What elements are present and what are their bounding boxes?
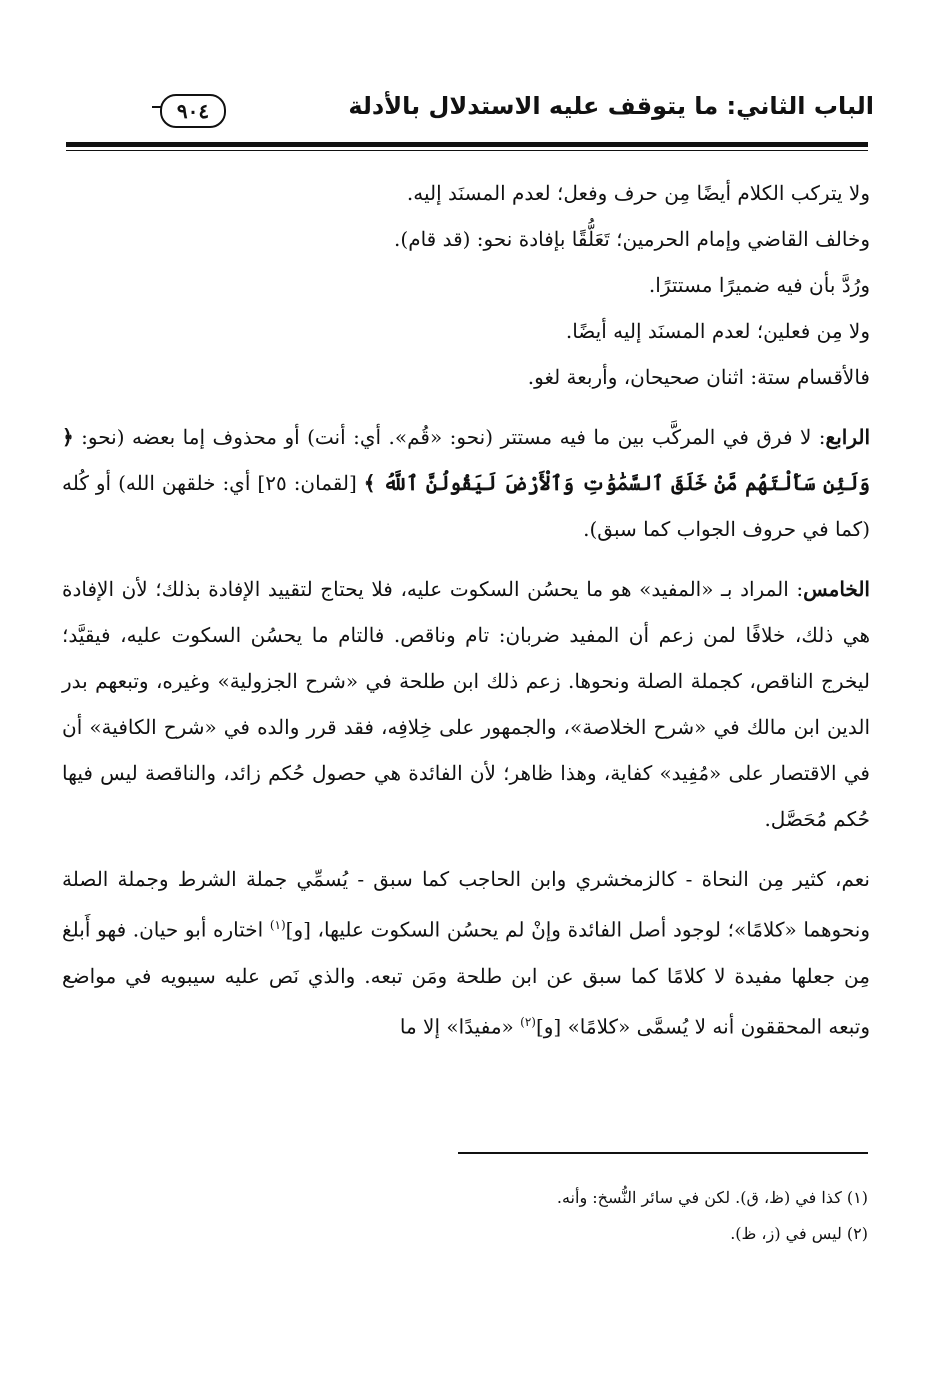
footnote: (١) كذا في (ظ، ق). لكن في سائر النُّسخ: وأنه. <box>556 1188 868 1207</box>
text-line: فالأقسام ستة: اثنان صحيحان، وأربعة لغو. <box>527 365 870 389</box>
footnote-separator <box>458 1152 868 1154</box>
paragraph-sixth <box>62 856 870 1049</box>
paragraph-text: «مفيدًا» إلا ما <box>399 1014 521 1039</box>
section-label-fifth: الخامس <box>803 577 870 601</box>
paragraph-text: : المراد بـ «المفيد» هو ما يحسُن السكوت عليه، فلا يحتاج لتقييد الإفادة بذلك؛ لأن الإفادة هي ذلك، خلافًا لمن زعم أن المفيد ضربان: تام وناقص. فالتام ما يحسُن السكوت عليه، فيقيَّد؛ ليخرج الناقص، كجملة الصلة ونحوها. زعم ذلك ابن طلحة في «شرح الجزولية» وغيره، وتبعهم بدر الدين ابن مالك في «شرح الخلاصة»، والجمهور على خِلافِه، فقد قرر والده في «شرح الكافية» أن في الاقتصار على «مُفِيد» كفاية، وهذا ظاهر؛ لأن الفائدة هي حصول حُكم زائد، والناقصة ليس فيها حُكم مُحَصَّل. <box>62 577 870 831</box>
running-title: الباب الثاني: ما يتوقف عليه الاستدلال بالأدلة <box>348 92 874 120</box>
footnote-ref: (٢) <box>520 1014 536 1029</box>
page-number: ٩٠٤ <box>176 99 210 123</box>
main-text <box>62 170 870 1049</box>
paragraph-text: اختاره أبو حيان. فهو أَبلغ مِن جعلها مفيدة لا كلامًا كما سبق عن ابن طلحة ومَن تبعه. والذي نَص عليه سيبويه في مواضع وتبعه المحققون أنه لا يُسمَّى «كلامًا» [و] <box>62 917 870 1039</box>
footnotes <box>62 1180 868 1252</box>
text-line: ورُدَّ بأن فيه ضميرًا مستترًا. <box>648 273 870 297</box>
page-number-badge <box>160 94 226 128</box>
paragraph-fifth <box>62 566 870 842</box>
footnote-ref: (١) <box>269 918 286 932</box>
paragraph-text: [لقمان: ٢٥] أي: خلقهن الله) أو كُله (كما في حروف الجواب كما سبق). <box>62 471 870 541</box>
text-line: وخالف القاضي وإمام الحرمين؛ تَعَلُّقًا بإفادة نحو: (قد قام). <box>394 227 870 251</box>
text-line: ولا يتركب الكلام أيضًا مِن حرف وفعل؛ لعدم المسنَد إليه. <box>406 181 870 205</box>
header-rule-thin <box>66 150 868 151</box>
paragraph-text: نعم، كثير مِن النحاة - كالزمخشري وابن الحاجب كما سبق - يُسمِّي جملة الشرط وجملة الصلة ونحوهما «كلامًا»؛ لوجود أصل الفائدة وإنْ لم يحسُن السكوت عليها، [و] <box>62 867 870 942</box>
section-label-fourth: الرابع <box>825 425 870 449</box>
footnote: (٢) ليس في (ز، ظ). <box>730 1224 868 1243</box>
quran-verse: ﴿ وَلَئِن سَأَلْتَهُم مَّنْ خَلَقَ ٱلسَّمَٰوَٰتِ وَٱلْأَرْضَ لَيَقُولُنَّ ٱللَّهُ ﴾ <box>62 425 870 495</box>
paragraph-text: : لا فرق في المركَّب بين ما فيه مستتر (نحو: «قُم». أي: أنت) أو محذوف إما بعضه (نحو: <box>73 425 826 449</box>
page-header <box>60 88 874 140</box>
text-line: ولا مِن فعلين؛ لعدم المسنَد إليه أيضًا. <box>565 319 870 343</box>
paragraph-fourth <box>62 414 870 552</box>
header-rule-thick <box>66 142 868 147</box>
